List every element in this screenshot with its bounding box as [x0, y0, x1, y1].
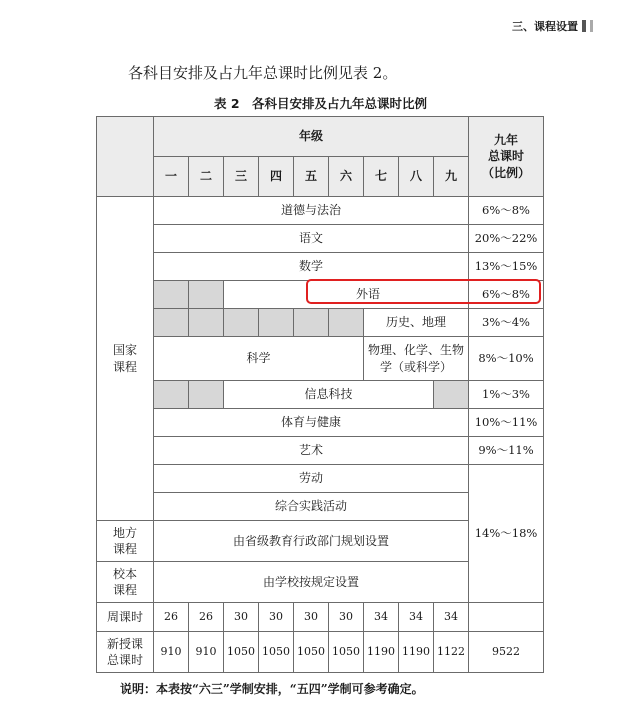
shaded-cell — [154, 381, 189, 409]
subject-physics-chemistry-biology — [364, 337, 469, 381]
intro-text: 各科目安排及占九年总课时比例见表 2。 — [128, 64, 398, 82]
grade-1: 一 — [154, 157, 189, 197]
weekly-total-empty — [469, 603, 544, 632]
total-hours-1: 910 — [154, 632, 189, 673]
national-line2: 课程 — [112, 359, 137, 374]
table-caption: 表 2 各科目安排及占九年总课时比例 — [213, 96, 428, 111]
shaded-cell — [434, 381, 469, 409]
national-line1: 国家 — [112, 343, 137, 358]
total-hours-8: 1190 — [399, 632, 434, 673]
subject-math: 数学 — [154, 253, 469, 281]
shaded-cell — [294, 309, 329, 337]
weekly-hours-9: 34 — [434, 603, 469, 632]
total-hours-7: 1190 — [364, 632, 399, 673]
ratio-art: 9%～11% — [469, 437, 544, 465]
subject-practice: 综合实践活动 — [154, 493, 469, 521]
grand-total: 9522 — [469, 632, 544, 673]
grade-9: 九 — [434, 157, 469, 197]
subject-local: 由省级教育行政部门规划设置 — [154, 521, 469, 562]
weekly-hours-3: 30 — [224, 603, 259, 632]
total-label-line2: 总课时 — [106, 653, 143, 667]
shaded-cell — [329, 309, 364, 337]
grade-4: 四 — [259, 157, 294, 197]
shaded-cell — [189, 309, 224, 337]
local-line2: 课程 — [112, 542, 137, 556]
category-school — [97, 562, 154, 603]
subject-morality: 道德与法治 — [154, 197, 469, 225]
grade-3: 三 — [224, 157, 259, 197]
total-hours-3: 1050 — [224, 632, 259, 673]
grade-header: 年级 — [154, 117, 469, 157]
grade-7: 七 — [364, 157, 399, 197]
shaded-cell — [189, 381, 224, 409]
grade-5: 五 — [294, 157, 329, 197]
ratio-science: 8%～10% — [469, 337, 544, 381]
total-label-line1: 新授课 — [106, 636, 143, 651]
physics-line1: 物理、化学、生物 — [367, 343, 464, 358]
total-hours-4: 1050 — [259, 632, 294, 673]
weekly-hours-1: 26 — [154, 603, 189, 632]
ratio-foreign: 6%～8% — [469, 281, 544, 309]
corner-header-cell — [97, 117, 154, 197]
weekly-hours-4: 30 — [259, 603, 294, 632]
section-header — [512, 18, 593, 34]
subject-pe: 体育与健康 — [154, 409, 469, 437]
header-bar-marker — [582, 20, 586, 32]
ratio-history-geography: 3%～4% — [469, 309, 544, 337]
weekly-label: 周课时 — [97, 603, 154, 632]
weekly-hours-6: 30 — [329, 603, 364, 632]
ratio-math: 13%～15% — [469, 253, 544, 281]
table-note: 说明：本表按“六三”学制安排，“五四”学制可参考确定。 — [120, 682, 424, 696]
total-hours-2: 910 — [189, 632, 224, 673]
shaded-cell — [189, 281, 224, 309]
ratio-merged: 14%～18% — [469, 465, 544, 603]
weekly-hours-8: 34 — [399, 603, 434, 632]
total-header-line2: 总课时 — [487, 149, 524, 164]
subject-school: 由学校按规定设置 — [154, 562, 469, 603]
subject-foreign-label: 外语 — [355, 287, 380, 302]
shaded-cell — [154, 281, 189, 309]
weekly-hours-5: 30 — [294, 603, 329, 632]
total-header-line1: 九年 — [493, 133, 518, 148]
ratio-chinese: 20%～22% — [469, 225, 544, 253]
foreign-language-highlight-box — [306, 279, 541, 304]
ratio-pe: 10%～11% — [469, 409, 544, 437]
ratio-morality: 6%～8% — [469, 197, 544, 225]
total-header-line3: （比例） — [481, 165, 530, 180]
shaded-cell — [259, 309, 294, 337]
subject-art: 艺术 — [154, 437, 469, 465]
grade-6: 六 — [329, 157, 364, 197]
school-line1: 校本 — [112, 566, 137, 581]
grade-2: 二 — [189, 157, 224, 197]
ratio-it: 1%～3% — [469, 381, 544, 409]
local-line1: 地方 — [112, 525, 137, 540]
subject-history-geography: 历史、地理 — [364, 309, 469, 337]
category-national — [97, 197, 154, 521]
shaded-cell — [154, 309, 189, 337]
school-line2: 课程 — [112, 583, 137, 597]
category-local — [97, 521, 154, 562]
subject-science: 科学 — [154, 337, 364, 381]
shaded-cell — [224, 309, 259, 337]
course-table — [96, 116, 544, 673]
weekly-hours-2: 26 — [189, 603, 224, 632]
grade-8: 八 — [399, 157, 434, 197]
section-title: 三、课程设置 — [512, 20, 578, 33]
total-hours-9: 1122 — [434, 632, 469, 673]
subject-labor: 劳动 — [154, 465, 469, 493]
subject-it: 信息科技 — [224, 381, 434, 409]
header-bar-marker-light — [590, 20, 593, 32]
total-hours-label — [97, 632, 154, 673]
total-ratio-header — [469, 117, 544, 197]
subject-chinese: 语文 — [154, 225, 469, 253]
physics-line2: 学（或科学） — [379, 359, 452, 374]
total-hours-5: 1050 — [294, 632, 329, 673]
weekly-hours-7: 34 — [364, 603, 399, 632]
total-hours-6: 1050 — [329, 632, 364, 673]
